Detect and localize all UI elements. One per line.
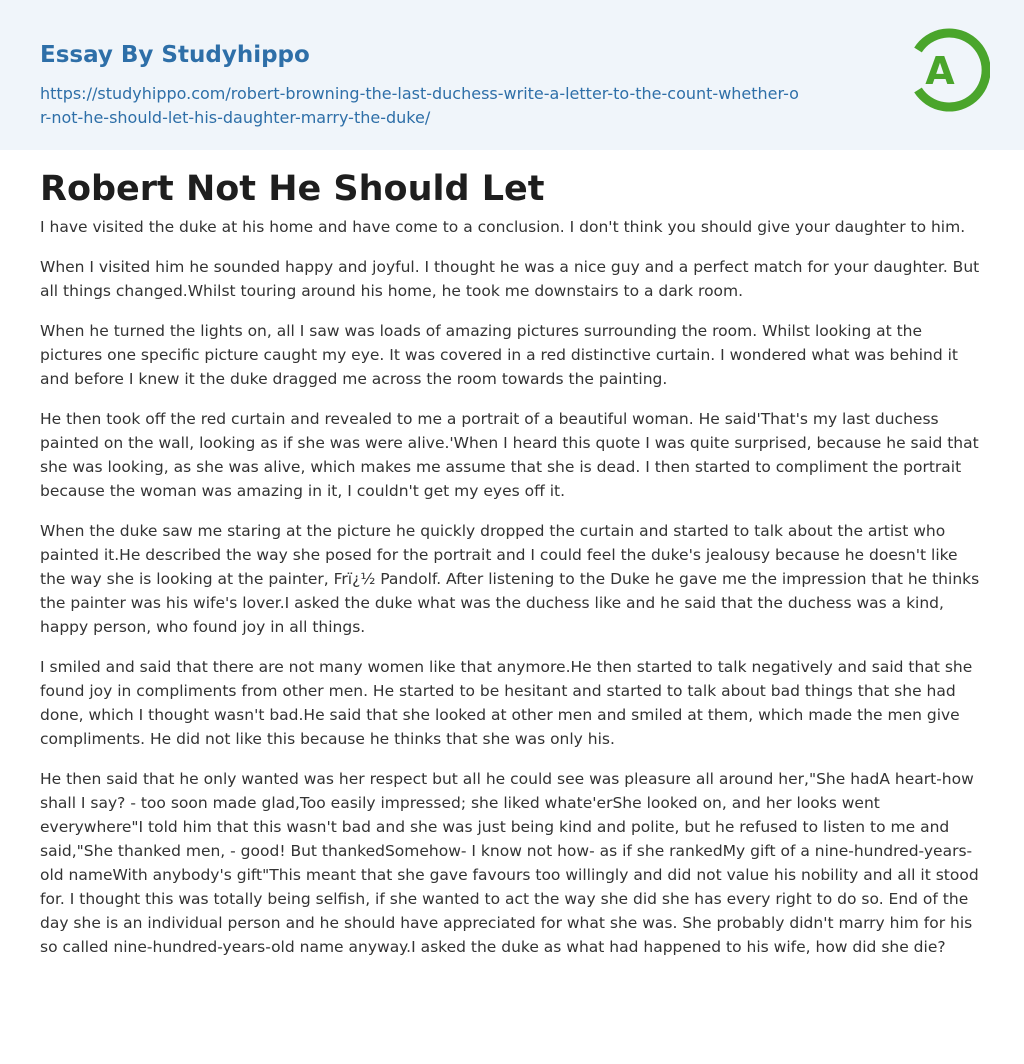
- site-header: [0, 0, 1024, 150]
- source-url-link[interactable]: https://studyhippo.com/robert-browning-the-last-duchess-write-a-letter-to-the-count-whether-or-not-he-should-let-his-daughter-marry-the-duke/: [40, 84, 799, 127]
- essay-paragraph: He then said that he only wanted was her respect but all he could see was pleasure all around her,"She hadA heart-how shall I say? - too soon made glad,Too easily impressed; she liked whate'erShe looked on, and her looks went everywhere"I told him that this wasn't bad and she was just being kind and polite, but he refused to listen to me and said,"She thanked men, - good! But thankedSomehow- I know not how- as if she rankedMy gift of a nine-hundred-years-old nameWith anybody's gift"This meant that she gave favours too willingly and did not value his nobility and all it stood for. I thought this was totally being selfish, if she wanted to act the way she did she has every right to do so. End of the day she is an individual person and he should have appreciated for what she was. She probably didn't marry him for his so called nine-hundred-years-old name anyway.I asked the duke as what had happened to his wife, how did she die?: [40, 770, 979, 956]
- logo-letter: A: [925, 49, 955, 93]
- site-brand[interactable]: Essay By Studyhippo: [40, 42, 310, 68]
- essay-paragraph: I have visited the duke at his home and have come to a conclusion. I don't think you should give your daughter to him.: [40, 218, 966, 236]
- essay-title: Robert Not He Should Let: [40, 169, 545, 209]
- essay-paragraph: When I visited him he sounded happy and joyful. I thought he was a nice guy and a perfect match for your daughter. But all things changed.Whilst touring around his home, he took me downstairs to a dark room.: [40, 258, 980, 300]
- essay-paragraph: He then took off the red curtain and revealed to me a portrait of a beautiful woman. He said'That's my last duchess painted on the wall, looking as if she was were alive.'When I heard this quote I was quite surprised, because he said that she was looking, as she was alive, which makes me assume that she is dead. I then started to compliment the portrait because the woman was amazing in it, I couldn't get my eyes off it.: [40, 410, 979, 500]
- essay-paragraph: When the duke saw me staring at the picture he quickly dropped the curtain and started to talk about the artist who painted it.He described the way she posed for the portrait and I could feel the duke's jealousy because he doesn't like the way she is looking at the painter, Frï¿½ Pandolf. After listening to the Duke he gave me the impression that he thinks the painter was his wife's lover.I asked the duke what was the duchess like and he said that the duchess was a kind, happy person, who found joy in all things.: [40, 522, 980, 636]
- studyhippo-logo[interactable]: [900, 28, 990, 118]
- essay-paragraph: When he turned the lights on, all I saw was loads of amazing pictures surrounding the room. Whilst looking at the pictures one specific picture caught my eye. It was covered in a red distinctive curtain. I wondered what was behind it and before I knew it the duke dragged me across the room towards the painting.: [40, 322, 958, 388]
- essay-content: [40, 168, 985, 975]
- essay-paragraph: I smiled and said that there are not many women like that anymore.He then started to talk negatively and said that she found joy in compliments from other men. He started to be hesitant and started to talk about bad things that she had done, which I thought wasn't bad.He said that she looked at other men and smiled at them, which made the men give compliments. He did not like this because he thinks that she was only his.: [40, 658, 973, 748]
